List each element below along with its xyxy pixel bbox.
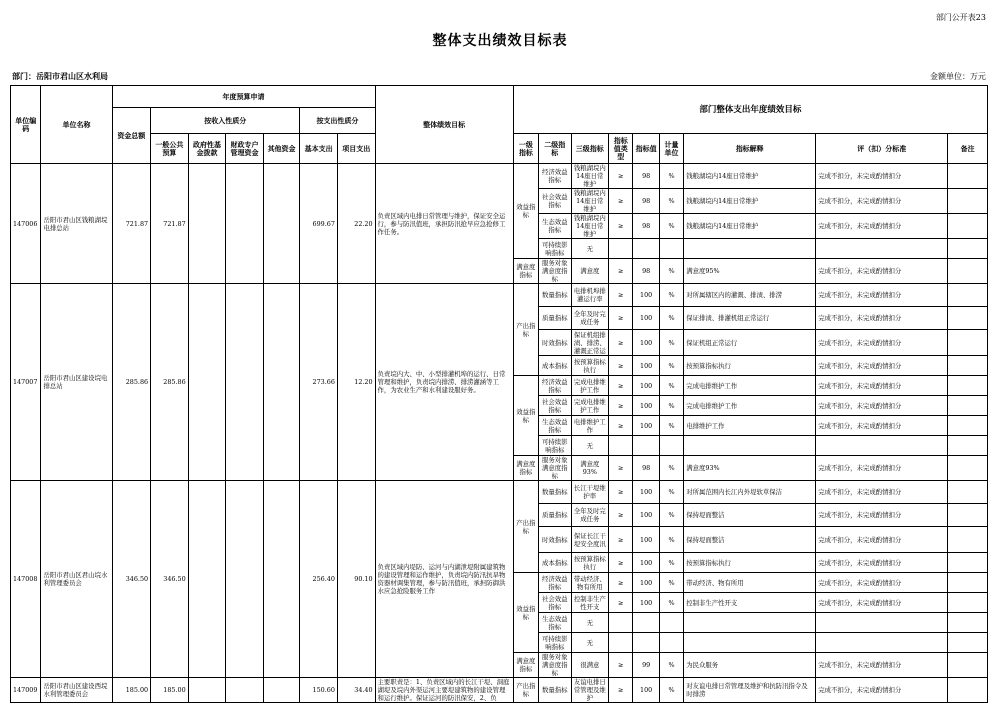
measure-unit: % <box>659 396 683 416</box>
indicator-level1: 产出指标 <box>513 678 538 703</box>
indicator-level2: 质量指标 <box>539 504 571 527</box>
other-funds <box>263 284 300 481</box>
indicator-level2: 生态效益指标 <box>539 416 571 436</box>
indicator-value: 100 <box>633 593 659 613</box>
scoring-standard: 完成不扣分，未完成酌情扣分 <box>816 593 948 613</box>
indicator-explain: 对友谊电排日常管理及维护和抗防汛指令及时排涝 <box>684 678 816 703</box>
value-type <box>609 239 633 259</box>
remark <box>948 456 988 481</box>
indicator-level2: 服务对象满意度指标 <box>539 653 571 678</box>
indicator-level3-text: 全年及时完成任务 <box>573 310 606 326</box>
indicator-value: 98 <box>633 259 659 284</box>
scoring-standard: 完成不扣分，未完成酌情扣分 <box>816 356 948 376</box>
gov-fund <box>188 481 226 678</box>
indicator-explain: 完成电排维护工作 <box>684 396 816 416</box>
measure-unit: % <box>659 189 683 214</box>
special-mgmt <box>226 164 264 284</box>
header-ind1: 一级指标 <box>513 134 538 164</box>
indicator-value: 98 <box>633 456 659 481</box>
indicator-value: 100 <box>633 330 659 356</box>
remark <box>948 653 988 678</box>
indicator-explain: 钱粮湖垸内14座日常维护 <box>684 214 816 239</box>
indicator-explain: 满意度95% <box>684 259 816 284</box>
indicator-explain <box>684 633 816 653</box>
remark <box>948 553 988 573</box>
indicator-level3 <box>571 456 609 481</box>
indicator-level3-text: 带动经济、物有所用 <box>573 574 606 591</box>
unit-code: 147008 <box>11 481 41 678</box>
remark <box>948 189 988 214</box>
scoring-standard: 完成不扣分，未完成酌情扣分 <box>816 396 948 416</box>
indicator-level3-text: 电排机埠排灌运行率 <box>573 287 606 303</box>
project-expense: 34.40 <box>337 678 375 703</box>
remark <box>948 284 988 307</box>
indicator-level3 <box>571 214 609 239</box>
value-type: ≥ <box>609 504 633 527</box>
remark <box>948 164 988 189</box>
total-funds: 721.87 <box>112 164 151 284</box>
indicator-level3 <box>571 307 609 330</box>
remark <box>948 593 988 613</box>
indicator-value: 100 <box>633 307 659 330</box>
gov-fund <box>188 284 226 481</box>
indicator-level2: 经济效益指标 <box>539 573 571 593</box>
measure-unit: % <box>659 214 683 239</box>
table-row <box>11 284 988 307</box>
unit-code: 147009 <box>11 678 41 703</box>
basic-expense: 256.40 <box>300 481 338 678</box>
indicator-level3 <box>571 633 609 653</box>
value-type: ≥ <box>609 376 633 396</box>
indicator-level3 <box>571 553 609 573</box>
value-type: ≥ <box>609 189 633 214</box>
scoring-standard: 完成不扣分，未完成酌情扣分 <box>816 189 948 214</box>
indicator-value: 99 <box>633 653 659 678</box>
measure-unit: % <box>659 504 683 527</box>
indicator-level2: 服务对象满意度指标 <box>539 456 571 481</box>
indicator-explain: 钱粮湖垸内14座日常维护 <box>684 189 816 214</box>
header-unit-name: 单位名称 <box>41 86 112 164</box>
general-budget: 185.00 <box>151 678 189 703</box>
measure-unit: % <box>659 553 683 573</box>
remark <box>948 416 988 436</box>
indicator-level1: 效益指标 <box>513 164 538 259</box>
indicator-level3-text: 按预算指标执行 <box>573 554 606 571</box>
indicator-level3-text: 友谊电排日常管理及维护 <box>573 678 606 702</box>
indicator-level2: 成本指标 <box>539 356 571 376</box>
remark <box>948 356 988 376</box>
value-type: ≥ <box>609 527 633 553</box>
scoring-standard: 完成不扣分，未完成酌情扣分 <box>816 678 948 703</box>
indicator-level3-text: 长江干堤维护率 <box>573 484 606 500</box>
indicator-level1: 效益指标 <box>513 573 538 653</box>
indicator-level3 <box>571 356 609 376</box>
department-label: 部门：岳阳市君山区水利局 <box>12 71 108 81</box>
indicator-level3-text: 满意度 <box>580 267 600 275</box>
remark <box>948 330 988 356</box>
indicator-level3 <box>571 593 609 613</box>
indicator-level3 <box>571 573 609 593</box>
indicator-level1: 满意度指标 <box>513 456 538 481</box>
indicator-level1: 效益指标 <box>513 376 538 456</box>
indicator-level2: 经济效益指标 <box>539 164 571 189</box>
header-annual-budget: 年度预算申请 <box>112 86 375 108</box>
special-mgmt <box>226 678 264 703</box>
remark <box>948 214 988 239</box>
indicator-level2: 社会效益指标 <box>539 396 571 416</box>
remark <box>948 376 988 396</box>
indicator-level1: 产出指标 <box>513 481 538 573</box>
header-by-expense: 按支出性质分 <box>300 108 375 134</box>
indicator-level3 <box>571 678 609 703</box>
indicator-level3 <box>571 284 609 307</box>
indicator-level1: 满意度指标 <box>513 259 538 284</box>
measure-unit <box>659 633 683 653</box>
indicator-explain: 满意度93% <box>684 456 816 481</box>
indicator-value: 98 <box>633 164 659 189</box>
other-funds <box>263 481 300 678</box>
indicator-value <box>633 633 659 653</box>
indicator-level3-text: 全年及时完成任务 <box>573 507 606 523</box>
indicator-explain: 按预算指标执行 <box>684 356 816 376</box>
indicator-level3 <box>571 481 609 504</box>
indicator-value: 98 <box>633 189 659 214</box>
indicator-level2: 数量指标 <box>539 284 571 307</box>
indicator-level3 <box>571 527 609 553</box>
indicator-level3-text: 完成电排维护工作 <box>573 377 606 394</box>
value-type: ≥ <box>609 481 633 504</box>
header-dept-goal: 部门整体支出年度绩效目标 <box>513 86 987 134</box>
value-type: ≥ <box>609 456 633 481</box>
value-type: ≥ <box>609 553 633 573</box>
indicator-level3 <box>571 653 609 678</box>
value-type: ≥ <box>609 416 633 436</box>
value-type: ≥ <box>609 307 633 330</box>
unit-name: 岳阳市君山区建设西垸水利管理委员会 <box>41 678 112 703</box>
general-budget: 721.87 <box>151 164 189 284</box>
indicator-explain: 完成电排维护工作 <box>684 376 816 396</box>
indicator-level2: 成本指标 <box>539 553 571 573</box>
general-budget: 346.50 <box>151 481 189 678</box>
scoring-standard: 完成不扣分，未完成酌情扣分 <box>816 553 948 573</box>
special-mgmt <box>226 284 264 481</box>
measure-unit: % <box>659 653 683 678</box>
header-basic-exp: 基本支出 <box>300 134 338 164</box>
indicator-level2: 质量指标 <box>539 307 571 330</box>
header-explain: 指标解释 <box>684 134 816 164</box>
indicator-explain: 按预算指标执行 <box>684 553 816 573</box>
indicator-level3 <box>571 189 609 214</box>
measure-unit: % <box>659 356 683 376</box>
indicator-level3 <box>571 259 609 284</box>
page-corner-label: 部门公开表23 <box>935 13 986 22</box>
indicator-explain <box>684 613 816 633</box>
indicator-level3-text: 钱粮湖垸内14座日常维护 <box>573 189 606 213</box>
measure-unit: % <box>659 376 683 396</box>
performance-table <box>10 85 988 703</box>
other-funds <box>263 678 300 703</box>
basic-expense: 150.60 <box>300 678 338 703</box>
indicator-level3 <box>571 239 609 259</box>
scoring-standard <box>816 633 948 653</box>
measure-unit <box>659 613 683 633</box>
indicator-level3-text: 很满意 <box>580 661 600 669</box>
indicator-level3 <box>571 504 609 527</box>
project-expense: 12.20 <box>337 284 375 481</box>
table-body <box>11 86 988 703</box>
unit-name: 岳阳市君山区钱粮湖垸电排总站 <box>41 164 112 284</box>
indicator-level3-text: 钱粮湖垸内14座日常维护 <box>573 214 606 238</box>
indicator-level2: 时效指标 <box>539 527 571 553</box>
value-type: ≥ <box>609 678 633 703</box>
indicator-value: 100 <box>633 284 659 307</box>
indicator-value: 100 <box>633 416 659 436</box>
indicator-level3-text: 无 <box>586 638 593 647</box>
indicator-level3 <box>571 396 609 416</box>
indicator-level2: 可持续影响指标 <box>539 436 571 456</box>
scoring-standard: 完成不扣分，未完成酌情扣分 <box>816 164 948 189</box>
indicator-explain <box>684 239 816 259</box>
value-type: ≥ <box>609 164 633 189</box>
measure-unit <box>659 239 683 259</box>
header-ind3: 三级指标 <box>571 134 609 164</box>
indicator-level3-text: 无 <box>586 244 593 253</box>
indicator-level2: 数量指标 <box>539 678 571 703</box>
scoring-standard: 完成不扣分，未完成酌情扣分 <box>816 330 948 356</box>
indicator-level2: 可持续影响指标 <box>539 633 571 653</box>
indicator-value: 100 <box>633 553 659 573</box>
indicator-explain: 为民众服务 <box>684 653 816 678</box>
scoring-standard: 完成不扣分，未完成酌情扣分 <box>816 573 948 593</box>
indicator-explain: 电排维护工作 <box>684 416 816 436</box>
scoring-standard: 完成不扣分，未完成酌情扣分 <box>816 527 948 553</box>
measure-unit <box>659 436 683 456</box>
overall-goal: 主要职责是：1、负责区域内的长江干堤、洞庭湖堤及垸内外渠运河主要堤建筑物的建设管理和运行维护。保证运河的防汛保安，2、负 <box>375 678 513 703</box>
indicator-level3-text: 无 <box>586 441 593 450</box>
indicator-value: 100 <box>633 573 659 593</box>
indicator-level3 <box>571 613 609 633</box>
header-general-budget: 一般公共预算 <box>151 134 189 164</box>
indicator-level2: 时效指标 <box>539 330 571 356</box>
indicator-value <box>633 613 659 633</box>
value-type <box>609 613 633 633</box>
remark <box>948 307 988 330</box>
measure-unit: % <box>659 330 683 356</box>
indicator-level3-text: 钱粮湖垸内14座日常维护 <box>573 164 606 188</box>
header-ind2: 二级指标 <box>539 134 571 164</box>
indicator-value: 100 <box>633 376 659 396</box>
header-total-funds: 资金总额 <box>112 108 151 164</box>
indicator-value: 100 <box>633 396 659 416</box>
general-budget: 285.86 <box>151 284 189 481</box>
remark <box>948 527 988 553</box>
value-type: ≥ <box>609 653 633 678</box>
table-row <box>11 678 988 703</box>
basic-expense: 699.67 <box>300 164 338 284</box>
indicator-explain: 保持堤面整洁 <box>684 504 816 527</box>
indicator-level3-text: 控制非生产性开支 <box>573 594 606 611</box>
other-funds <box>263 164 300 284</box>
measure-unit: % <box>659 527 683 553</box>
header-ind-val: 指标值 <box>633 134 659 164</box>
page-title: 整体支出绩效目标表 <box>432 33 568 49</box>
indicator-level2: 生态效益指标 <box>539 613 571 633</box>
measure-unit: % <box>659 481 683 504</box>
scoring-standard: 完成不扣分，未完成酌情扣分 <box>816 504 948 527</box>
indicator-level3-text: 保证长江干堤安全度汛 <box>573 531 606 548</box>
measure-unit: % <box>659 164 683 189</box>
indicator-value: 100 <box>633 356 659 376</box>
indicator-explain: 钱粮湖垸内14座日常维护 <box>684 164 816 189</box>
scoring-standard: 完成不扣分，未完成酌情扣分 <box>816 284 948 307</box>
measure-unit: % <box>659 678 683 703</box>
scoring-standard: 完成不扣分，未完成酌情扣分 <box>816 259 948 284</box>
overall-goal: 负责垸内大、中、小型排灌机埠的运行、日常管理和维护，负责垸内排涝、排涝灌涵等工作，为农业生产和水利建设服好务。 <box>375 284 513 481</box>
indicator-level3-text: 满意度93% <box>580 460 600 476</box>
remark <box>948 239 988 259</box>
remark <box>948 481 988 504</box>
gov-fund <box>188 678 226 703</box>
value-type: ≥ <box>609 214 633 239</box>
indicator-level1: 满意度指标 <box>513 653 538 678</box>
remark <box>948 678 988 703</box>
indicator-explain: 保证机组正常运行 <box>684 330 816 356</box>
indicator-explain: 保持堤面整洁 <box>684 527 816 553</box>
indicator-level2: 经济效益指标 <box>539 376 571 396</box>
indicator-level3 <box>571 164 609 189</box>
remark <box>948 259 988 284</box>
remark <box>948 396 988 416</box>
indicator-value: 100 <box>633 504 659 527</box>
value-type: ≥ <box>609 330 633 356</box>
indicator-level2: 生态效益指标 <box>539 214 571 239</box>
amount-unit-label: 金额单位：万元 <box>930 72 986 81</box>
header-other-funds: 其他资金 <box>263 134 300 164</box>
remark <box>948 633 988 653</box>
measure-unit: % <box>659 284 683 307</box>
header-measure: 计量单位 <box>659 134 683 164</box>
unit-code: 147006 <box>11 164 41 284</box>
measure-unit: % <box>659 416 683 436</box>
unit-name: 岳阳市君山区建设垸电排总站 <box>41 284 112 481</box>
value-type <box>609 633 633 653</box>
indicator-value <box>633 436 659 456</box>
indicator-value: 100 <box>633 527 659 553</box>
indicator-explain <box>684 436 816 456</box>
measure-unit: % <box>659 307 683 330</box>
header-scoring: 评（扣）分标准 <box>816 134 948 164</box>
overall-goal: 负责区域内堤防、运河与内湖泄堤附属建筑物的建设管理和运作维护，负责垸内防汛抗旱物资器材调集管理，参与防汛值班，承担防御洪水应急抢险服务工作 <box>375 481 513 678</box>
basic-expense: 273.66 <box>300 284 338 481</box>
indicator-value: 98 <box>633 214 659 239</box>
special-mgmt <box>226 481 264 678</box>
project-expense: 22.20 <box>337 164 375 284</box>
overall-goal: 负责区域内电排日常管理与维护，保证安全运行，参与防汛值班，承担防汛抢早应急抢修工作任务。 <box>375 164 513 284</box>
indicator-level2: 数量指标 <box>539 481 571 504</box>
scoring-standard: 完成不扣分，未完成酌情扣分 <box>816 456 948 481</box>
indicator-level3-text: 无 <box>586 618 593 627</box>
header-unit-code: 单位编码 <box>11 86 41 164</box>
total-funds: 346.50 <box>112 481 151 678</box>
indicator-level3-text: 按预算指标执行 <box>573 357 606 374</box>
indicator-explain: 带动经济、物有所用 <box>684 573 816 593</box>
indicator-level2: 社会效益指标 <box>539 189 571 214</box>
value-type: ≥ <box>609 396 633 416</box>
unit-name: 岳阳市君山区君山垸水利管理委员会 <box>41 481 112 678</box>
total-funds: 185.00 <box>112 678 151 703</box>
indicator-explain: 保证排渍、排灌机组正常运行 <box>684 307 816 330</box>
indicator-explain: 对所属范围内长江内外堤软草保洁 <box>684 481 816 504</box>
remark <box>948 573 988 593</box>
header-val-type: 指标值类型 <box>609 134 633 164</box>
scoring-standard: 完成不扣分，未完成酌情扣分 <box>816 214 948 239</box>
remark <box>948 613 988 633</box>
header-by-income: 按收入性质分 <box>151 108 300 134</box>
indicator-level1: 产出指标 <box>513 284 538 376</box>
header-special-mgmt: 财政专户管理资金 <box>226 134 264 164</box>
value-type: ≥ <box>609 593 633 613</box>
remark <box>948 504 988 527</box>
indicator-level3 <box>571 330 609 356</box>
value-type: ≥ <box>609 284 633 307</box>
header-remark: 备注 <box>948 134 988 164</box>
project-expense: 90.10 <box>337 481 375 678</box>
indicator-level3-text: 保证机组排渍、排涝、灌溉正常运 <box>573 330 606 355</box>
scoring-standard <box>816 239 948 259</box>
value-type <box>609 436 633 456</box>
table-row <box>11 481 988 504</box>
indicator-level2: 社会效益指标 <box>539 593 571 613</box>
indicator-level3-text: 完成电排维护工作 <box>573 397 606 414</box>
scoring-standard: 完成不扣分，未完成酌情扣分 <box>816 376 948 396</box>
unit-code: 147007 <box>11 284 41 481</box>
indicator-level3-text: 电排维护工作 <box>573 417 606 434</box>
indicator-value: 100 <box>633 678 659 703</box>
measure-unit: % <box>659 573 683 593</box>
indicator-level3 <box>571 416 609 436</box>
scoring-standard: 完成不扣分，未完成酌情扣分 <box>816 653 948 678</box>
value-type: ≥ <box>609 573 633 593</box>
scoring-standard: 完成不扣分，未完成酌情扣分 <box>816 307 948 330</box>
value-type: ≥ <box>609 356 633 376</box>
scoring-standard: 完成不扣分，未完成酌情扣分 <box>816 416 948 436</box>
scoring-standard <box>816 436 948 456</box>
scoring-standard <box>816 613 948 633</box>
table-row <box>11 164 988 189</box>
measure-unit: % <box>659 259 683 284</box>
indicator-value <box>633 239 659 259</box>
scoring-standard: 完成不扣分，未完成酌情扣分 <box>816 481 948 504</box>
total-funds: 285.86 <box>112 284 151 481</box>
indicator-level2: 服务对象满意度指标 <box>539 259 571 284</box>
measure-unit: % <box>659 593 683 613</box>
indicator-level3 <box>571 436 609 456</box>
measure-unit: % <box>659 456 683 481</box>
indicator-level2: 可持续影响指标 <box>539 239 571 259</box>
header-project-exp: 项目支出 <box>337 134 375 164</box>
gov-fund <box>188 164 226 284</box>
indicator-explain: 对所属辖区内的灌溉、排渍、排涝 <box>684 284 816 307</box>
remark <box>948 436 988 456</box>
indicator-value: 100 <box>633 481 659 504</box>
header-gov-fund: 政府性基金拨款 <box>188 134 226 164</box>
indicator-level3 <box>571 376 609 396</box>
indicator-explain: 控制非生产性开支 <box>684 593 816 613</box>
header-overall-goal: 整体绩效目标 <box>375 86 513 164</box>
value-type: ≥ <box>609 259 633 284</box>
